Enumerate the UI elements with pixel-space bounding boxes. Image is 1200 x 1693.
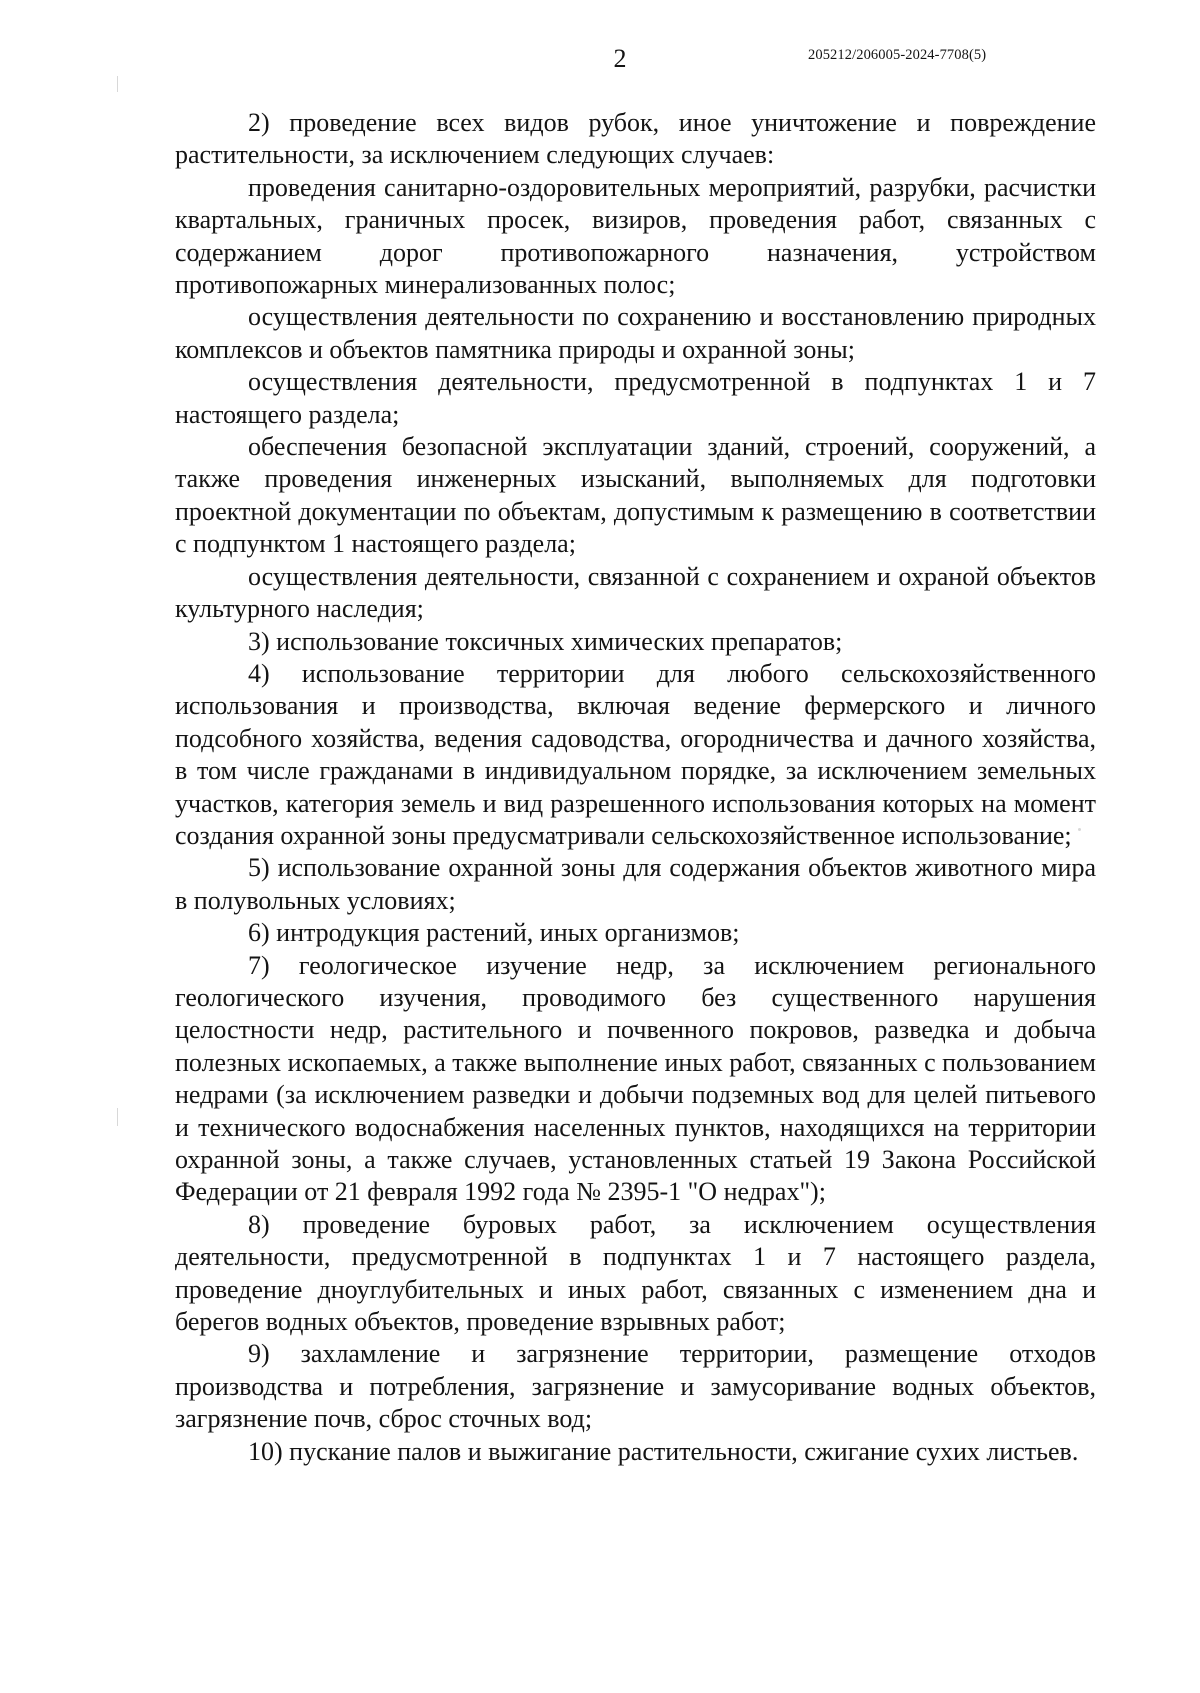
paragraph: обеспечения безопасной эксплуатации зданий, строений, сооружений, а также проведения инженерных изысканий, выполняемых для подготовки проектной документации по объектам, допустимым к размещению в соответствии с подпунктом 1 настоящего раздела; bbox=[175, 432, 1096, 559]
paragraph: 5) использование охранной зоны для содержания объектов животного мира в полувольных условиях; bbox=[175, 853, 1096, 915]
paragraph: 9) захламление и загрязнение территории, размещение отходов производства и потребления, загрязнение и замусоривание водных объектов, загрязнение почв, сброс сточных вод; bbox=[175, 1339, 1096, 1434]
paragraph: 7) геологическое изучение недр, за исключением регионального геологического изучения, проводимого без существенного нарушения целостности недр, растительного и почвенного покровов, разведка и добыча полезных ископаемых, а также выполнение иных работ, связанных с пользованием недрами (за исключением разведки и добычи подземных вод для целей питьевого и технического водоснабжения населенных пунктов, находящихся на территории охранной зоны, а также случаев, установленных статьей 19 Закона Российской Федерации от 21 февраля 1992 года № 2395-1 "О недрах"); bbox=[175, 950, 1096, 1207]
paragraph: осуществления деятельности, связанной с сохранением и охраной объектов культурного наследия; bbox=[175, 561, 1096, 624]
page-number: 2 bbox=[613, 44, 627, 73]
paragraph: 6) интродукция растений, иных организмов; bbox=[248, 918, 740, 948]
document-code: 205212/206005-2024-7708(5) bbox=[808, 47, 987, 63]
paragraph: осуществления деятельности по сохранению и восстановлению природных комплексов и объектов памятника природы и охранной зоны; bbox=[175, 302, 1096, 364]
paragraph: 8) проведение буровых работ, за исключением осуществления деятельности, предусмотренной в подпунктах 1 и 7 настоящего раздела, проведение дноуглубительных и иных работ, связанных с изменением дна и берегов водных объектов, проведение взрывных работ; bbox=[175, 1209, 1096, 1337]
paragraph: 3) использование токсичных химических препаратов; bbox=[248, 626, 843, 656]
paragraph: 2) проведение всех видов рубок, иное уничтожение и повреждение растительности, за исключением следующих случаев: bbox=[175, 108, 1096, 170]
scan-mark bbox=[117, 76, 118, 92]
paragraph: проведения санитарно-оздоровительных мероприятий, разрубки, расчистки квартальных, граничных просек, визиров, проведения работ, связанных с содержанием дорог противопожарного назначения, устройством противопожарных минерализованных полос; bbox=[175, 172, 1096, 300]
paragraph: 10) пускание палов и выжигание растительности, сжигание сухих листьев. bbox=[248, 1436, 1079, 1466]
scan-mark bbox=[117, 1108, 118, 1126]
paragraph: осуществления деятельности, предусмотренной в подпунктах 1 и 7 настоящего раздела; bbox=[175, 367, 1096, 429]
document-body bbox=[175, 107, 1096, 1468]
paragraph: 4) использование территории для любого сельскохозяйственного использования и производства, включая ведение фермерского и личного подсобного хозяйства, ведения садоводства, огородничества и дачного хозяйства, в том числе гражданами в индивидуальном порядке, за исключением земельных участков, категория земель и вид разрешенного использования которых на момент создания охранной зоны предусматривали сельскохозяйственное использование; bbox=[175, 658, 1096, 850]
